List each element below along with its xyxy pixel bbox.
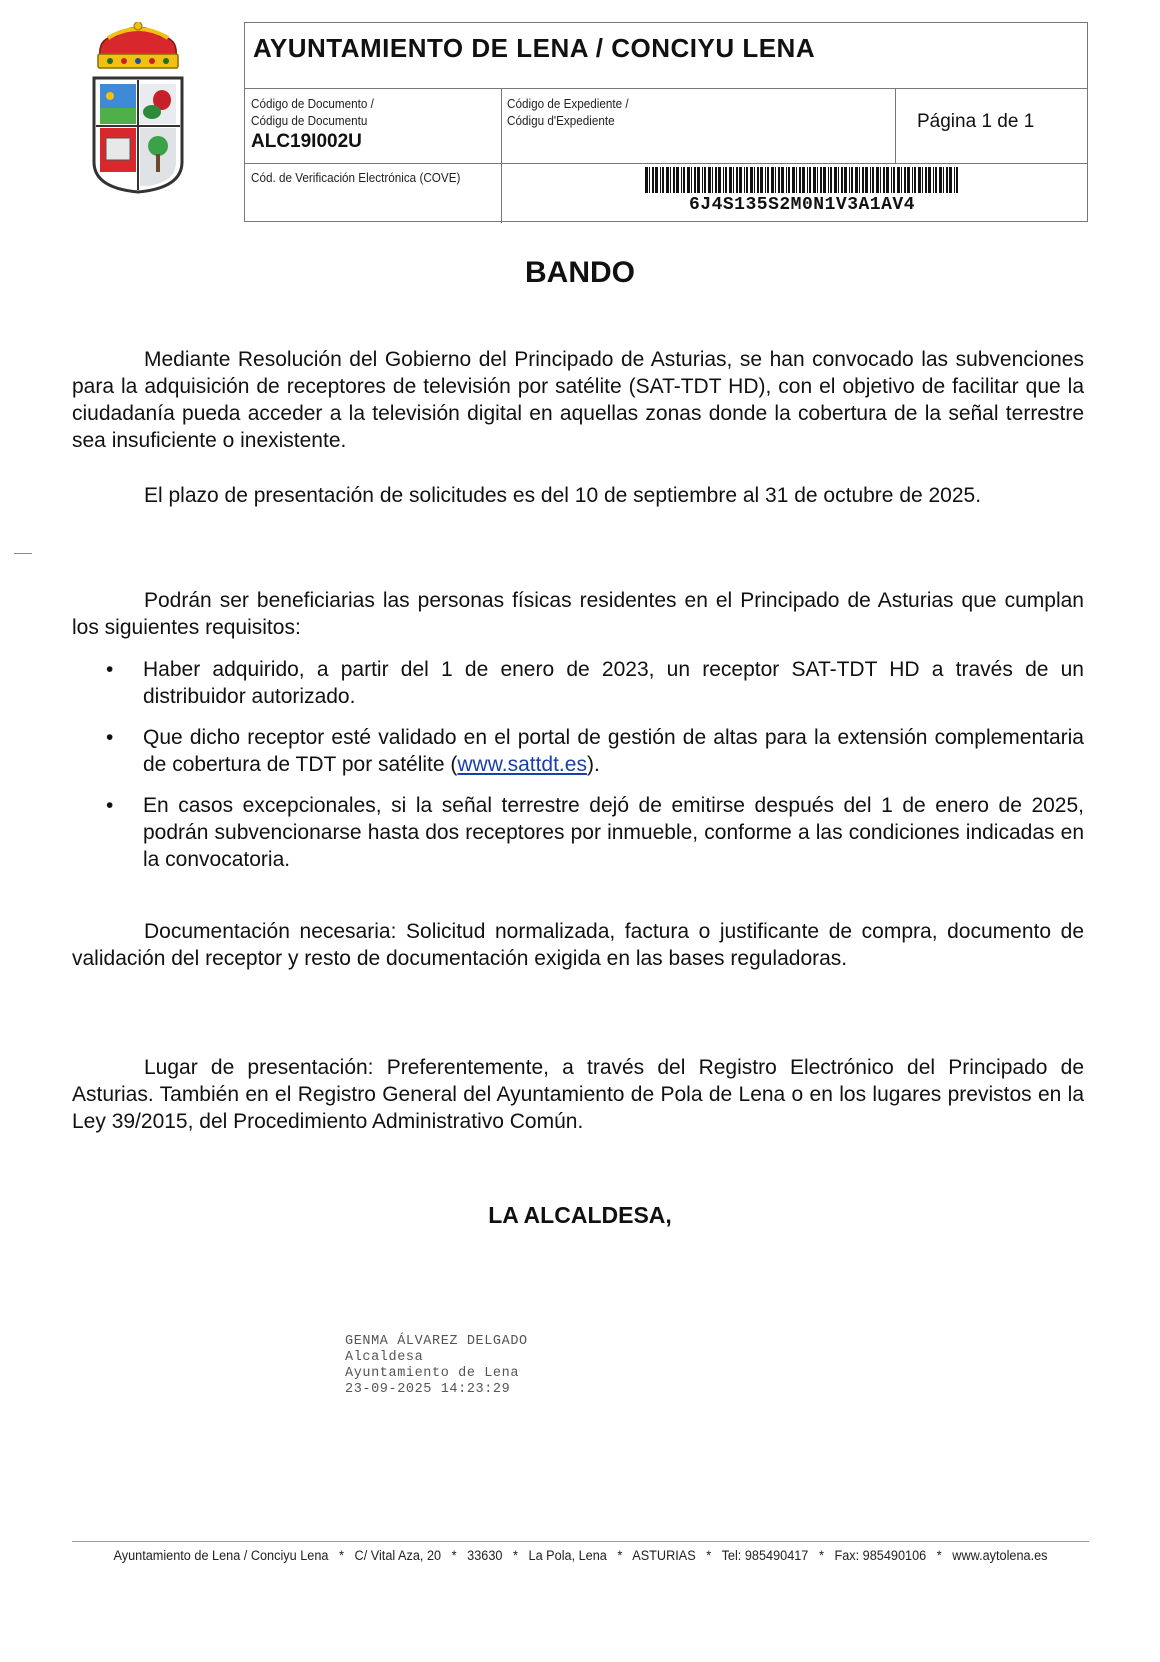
crown-icon [98,22,178,68]
paragraph-resolution: Mediante Resolución del Gobierno del Principado de Asturias, se han convocado las subvenciones para la adquisición de receptores de televisión por satélite (SAT-TDT HD), con el objetivo de facilitar que la ciudadanía pueda acceder a la televisión digital en aquellas zonas donde la cobertura de la señal terrestre sea insuficiente o inexistente. [72,348,1084,452]
signatory-title: LA ALCALDESA, [488,1202,672,1228]
footer-divider [72,1541,1089,1542]
requirement-item-3: En casos excepcionales, si la señal terrestre dejó de emitirse después del 1 de enero de 2025, podrán subvencionarse hasta dos receptores por inmueble, conforme a las condiciones indicadas en la convocatoria. [143,794,1084,871]
signer-role: Alcaldesa [345,1350,424,1365]
signature-datetime: 23-09-2025 14:23:29 [345,1382,511,1397]
document-code-label: Código de Documento / Códigu de Documentu [251,96,374,128]
document-code: ALC19I002U [251,131,362,152]
paragraph-documentation: Documentación necesaria: Solicitud normalizada, factura o justificante de compra, documento de validación del receptor y resto de documentación exigida en las bases reguladoras. [72,920,1084,970]
coat-of-arms-logo [88,22,188,194]
electronic-signature [345,1334,528,1398]
page-number: Página 1 de 1 [917,111,1035,132]
bullet-marker: • [106,658,114,681]
bullet-marker: • [106,726,114,749]
cove-code: 6J4S135S2M0N1V3A1AV4 [688,195,916,215]
municipality-title: AYUNTAMIENTO DE LENA / CONCIYU LENA [245,23,1087,89]
sattdt-link[interactable]: www.sattdt.es [457,753,587,776]
cove-label: Cód. de Verificación Electrónica (COVE) [251,170,461,185]
bullet-marker: • [106,794,114,817]
document-header-table [244,22,1088,222]
signer-organization: Ayuntamiento de Lena [345,1366,520,1381]
requirement-item-2: Que dicho receptor esté validado en el portal de gestión de altas para la extensión complementaria de cobertura de TDT por satélite (www.sattdt.es). [143,726,1084,776]
margin-mark [14,553,32,554]
document-heading: BANDO [525,256,635,289]
paragraph-deadline: El plazo de presentación de solicitudes es del 10 de septiembre al 31 de octubre de 2025. [144,484,982,507]
paragraph-beneficiaries: Podrán ser beneficiarias las personas físicas residentes en el Principado de Asturias que cumplan los siguientes requisitos: [72,589,1084,639]
barcode-graphic [645,167,959,193]
signer-name: GENMA ÁLVAREZ DELGADO [345,1334,528,1349]
footer-contact: Ayuntamiento de Lena / Conciyu Lena * C/ Vital Aza, 20 * 33630 * La Pola, Lena * ASTURIAS * Tel: 985490417 * Fax: 985490106 * www.aytolena.es [113,1548,1048,1563]
requirement-item-1: Haber adquirido, a partir del 1 de enero de 2023, un receptor SAT-TDT HD a través de un distribuidor autorizado. [143,658,1084,708]
expedient-code-label: Código de Expediente / Códigu d'Expediente [507,96,629,128]
paragraph-submission-place: Lugar de presentación: Preferentemente, a través del Registro Electrónico del Principado de Asturias. También en el Registro General del Ayuntamiento de Pola de Lena o en los lugares previstos en la Ley 39/2015, del Procedimiento Administrativo Común. [72,1056,1084,1133]
